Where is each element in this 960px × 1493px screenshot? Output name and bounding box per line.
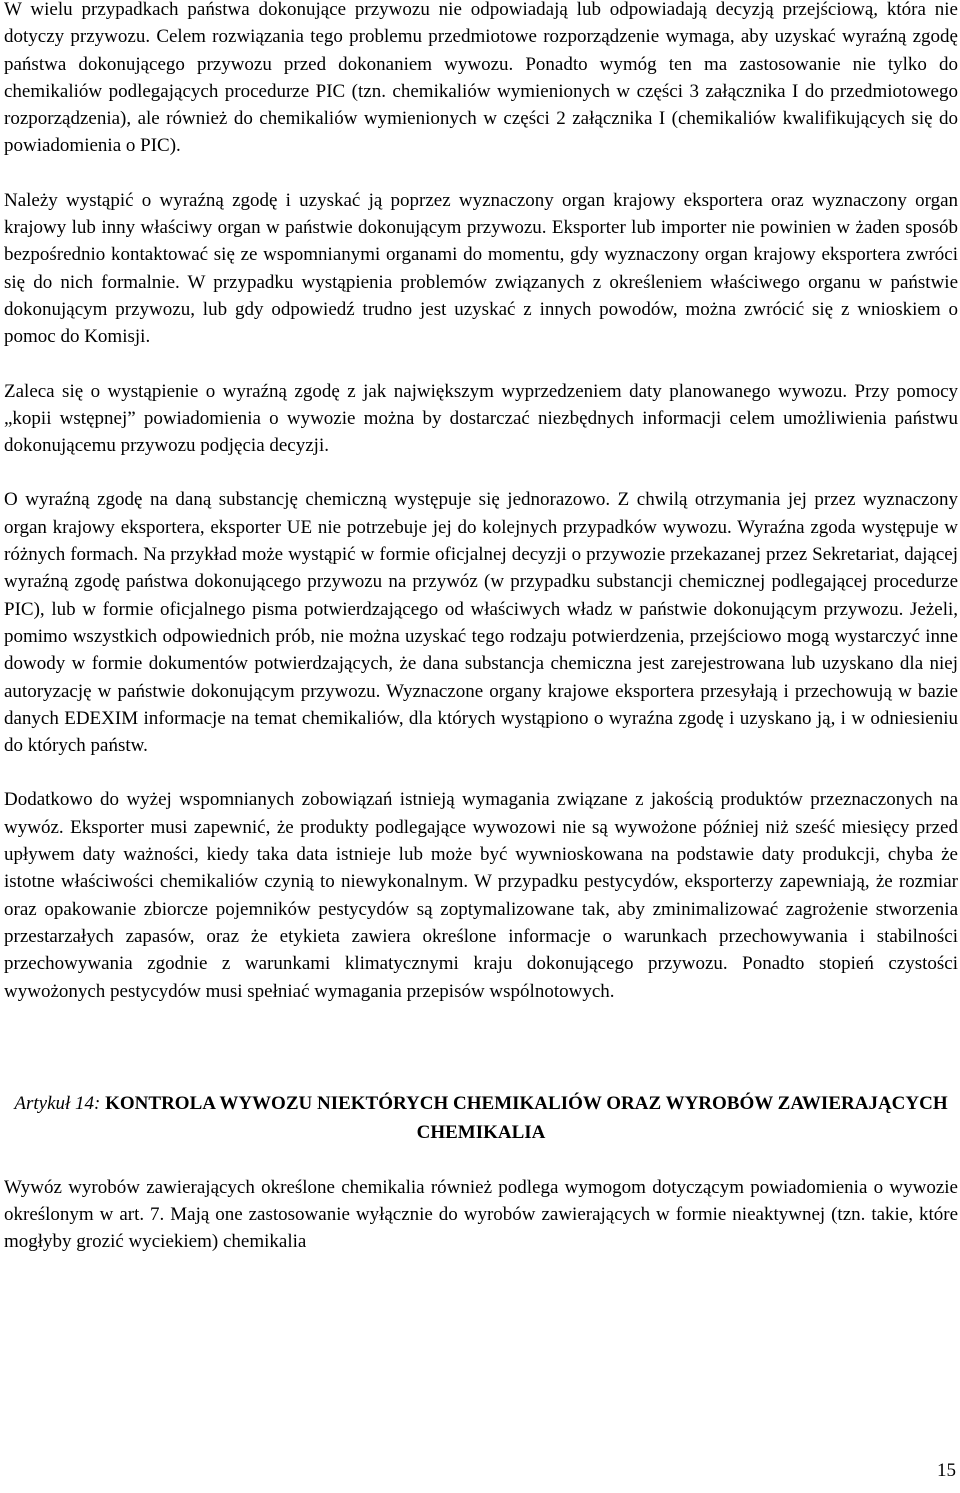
paragraph-consent-timing: Zaleca się o wystąpienie o wyraźną zgodę z jak największym wyprzedzeniem daty planowanego wywozu. Przy pomocy „kopii wstępnej” powiadomienia o wywozie można by dostarczać niezbędnych informacji celem umożliwienia państwu dokonującemu przywozu podjęcia decyzji. — [4, 380, 958, 457]
paragraph-quality-requirements: Dodatkowo do wyżej wspomnianych zobowiązań istnieją wymagania związane z jakością produktów przeznaczonych na wywóz. Eksporter musi zapewnić, że produkty podlegające wywozowi nie są wywożone później niż sześć miesięcy przed upływem daty ważności, kiedy taka data istnieje lub może być wywnioskowana na podstawie daty produkcji, chyba że istotne właściwości chemikaliów czynią to niewykonalnym. W przypadku pestycydów, eksporterzy zapewniają, że rozmiar oraz opakowanie zbiorcze pojemników pestycydów są zoptymalizowane tak, aby zminimalizować zagrożenie stworzenia przestarzałych zapasów, oraz że etykieta zawiera określone informacje o warunkach przechowywania i stabilności przechowywania zgodnie z warunkami klimatycznymi kraju dokonującego przywozu. Ponadto stopień czystości wywożonych pestycydów musi spełniać wymagania przepisów wspólnotowych. — [4, 789, 958, 1002]
paragraph-consent-forms: O wyraźną zgodę na daną substancję chemiczną występuje się jednorazowo. Z chwilą otrzymania jej przez wyznaczony organ krajowy eksportera, eksporter UE nie potrzebuje jej do kolejnych przypadków wywozu. Wyraźna zgoda występuje w różnych formach. Na przykład może wystąpić w formie oficjalnej decyzji o przywozie przekazanej przez Sekretariat, dającej wyraźną zgodę państwa dokonującego przywozu na przywóz (w przypadku substancji chemicznej podlegającej procedurze PIC), lub w formie oficjalnego pisma potwierdzającego od właściwych władz w państwie dokonującym przywozu. Jeżeli, pomimo wszystkich odpowiednich prób, nie można uzyskać tego rodzaju potwierdzenia, przejściowo mogą wystarczyć inne dowody w formie dokumentów potwierdzających, że dana substancja chemiczna jest zarejestrowana lub uzyskano dla niej autoryzację w państwie dokonującym przywozu. Wyznaczone organy krajowe eksportera przesyłają i przechowują w bazie danych EDEXIM informacje na temat chemikaliów, dla których wystąpiono o wyraźna zgodę i uzyskano ją, i w odniesieniu do których państw. — [4, 489, 958, 757]
paragraph-explicit-consent-intro: W wielu przypadkach państwa dokonujące przywozu nie odpowiadają lub odpowiadają decyzją przejściową, która nie dotyczy przywozu. Celem rozwiązania tego problemu przedmiotowe rozporządzenie wymaga, aby uzyskać wyraźną zgodę państwa dokonującego przywozu przed dokonaniem wywozu. Ponadto wymóg ten ma zastosowanie nie tylko do chemikaliów podlegających procedurze PIC (tzn. chemikaliów wymienionych w części 3 załącznika I do przedmiotowego rozporządzenia), ale również do chemikaliów wymienionych w części 2 załącznika I (chemikaliów kwalifikujących się do powiadomienia o PIC). — [4, 0, 958, 157]
paragraph-article-body: Wywóz wyrobów zawierających określone chemikalia również podlega wymogom dotyczącym powiadomienia o wywozie określonym w art. 7. Mają one zastosowanie wyłącznie do wyrobów zawierających w formie nieaktywnej (tzn. takie, które mogłyby grozić wyciekiem) chemikalia — [4, 1176, 958, 1253]
article-number: Artykuł 14: — [14, 1092, 101, 1114]
paragraph-consent-procedure: Należy wystąpić o wyraźną zgodę i uzyskać ją poprzez wyznaczony organ krajowy eksportera oraz wyznaczony organ krajowy lub inny właściwy organ w państwie dokonującym przywozu. Eksporter lub importer nie powinien w żaden sposób bezpośrednio kontaktować się ze wspomnianymi organami do momentu, gdy wyznaczony organ krajowy eksportera zwróci się do nich formalnie. W przypadku wystąpienia problemów związanych z określeniem właściwego organu w państwie dokonującym przywozu, lub gdy odpowiedź trudno jest uzyskać z innych powodów, można zwrócić się z wnioskiem o pomoc do Komisji. — [4, 189, 958, 348]
article-heading — [4, 1089, 958, 1147]
document-page — [4, 0, 958, 1256]
page-number: 15 — [937, 1460, 956, 1481]
article-title: KONTROLA WYWOZU NIEKTÓRYCH CHEMIKALIÓW ORAZ WYROBÓW ZAWIERAJĄCYCH CHEMIKALIA — [105, 1092, 948, 1143]
